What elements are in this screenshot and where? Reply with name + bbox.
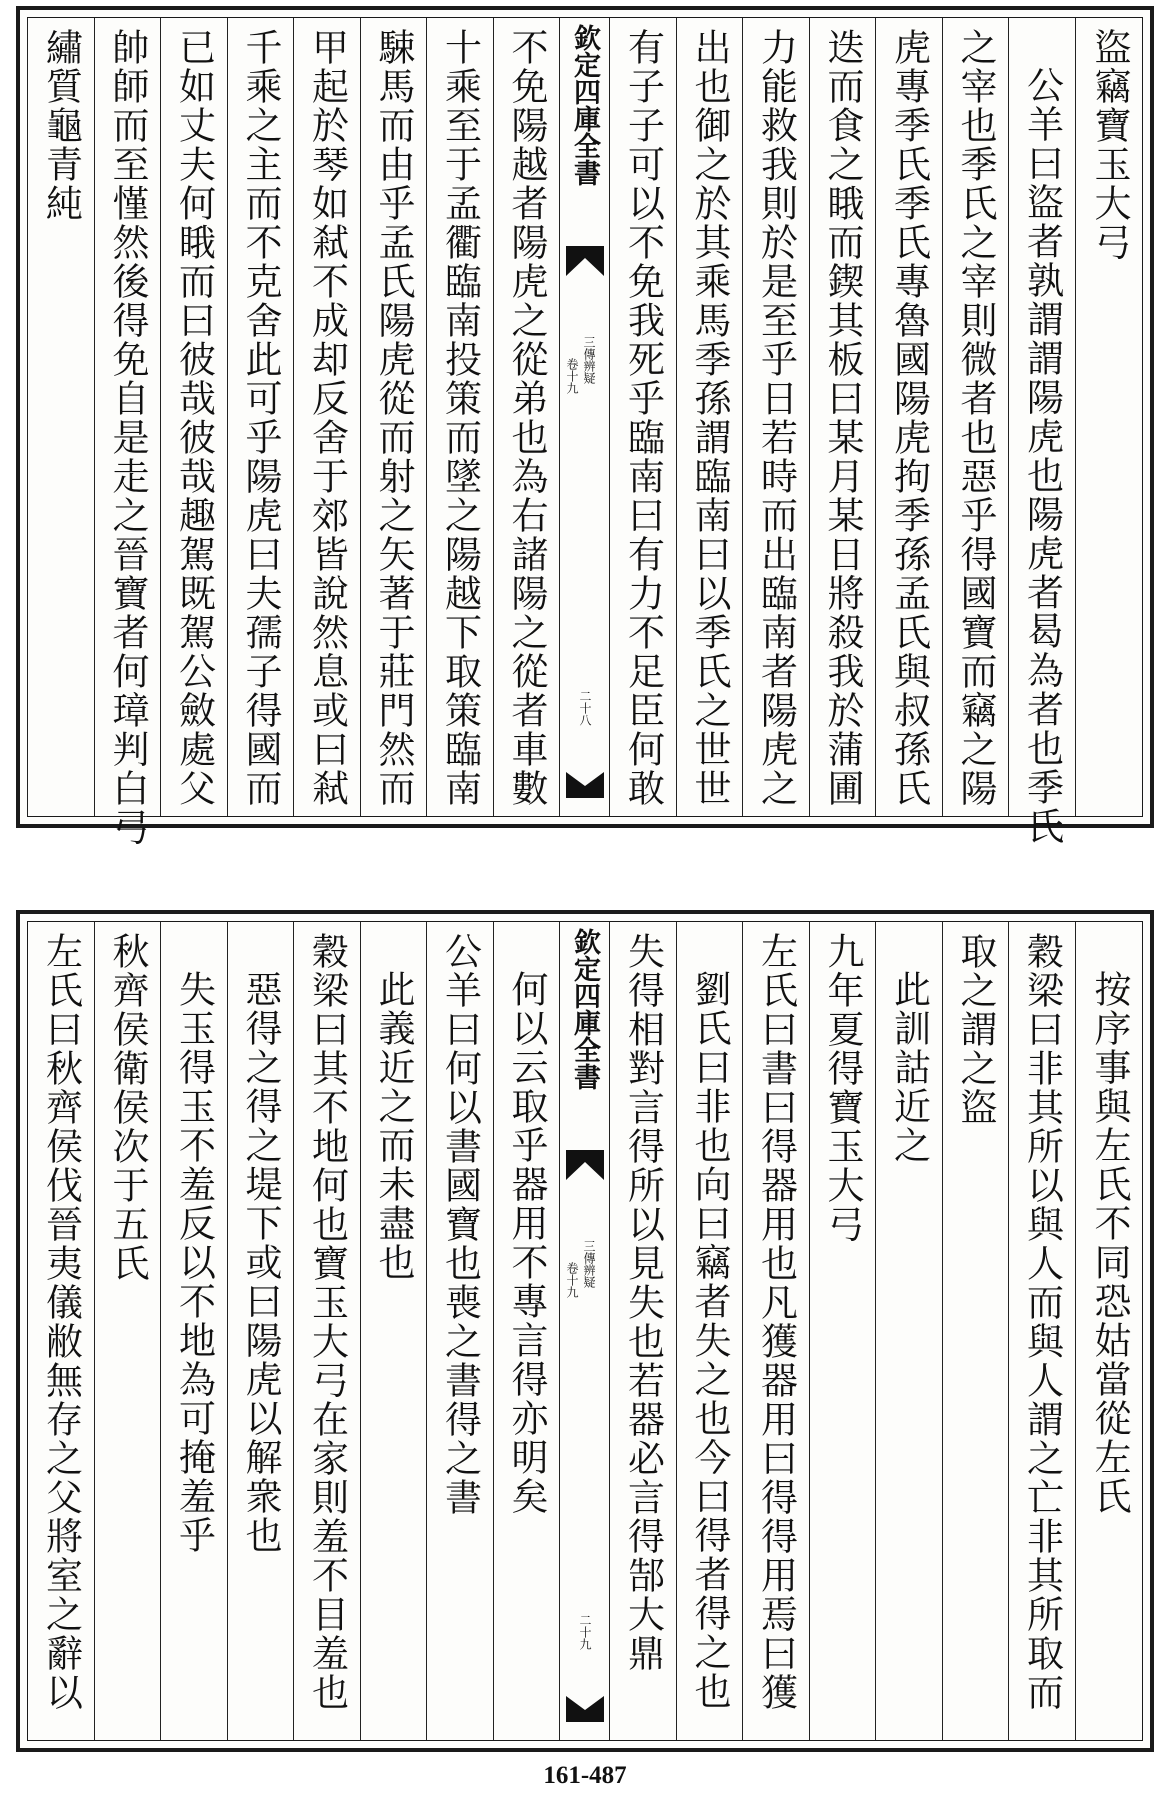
text-column: [228, 18, 295, 816]
text-column: [494, 922, 561, 1740]
column-text: 盜竊寶玉大弓: [1088, 28, 1131, 262]
text-column: [161, 922, 228, 1740]
text-column: [610, 922, 677, 1740]
upper-page: [16, 6, 1154, 847]
text-column: [1009, 922, 1076, 1740]
upper-page-columns: [28, 18, 1142, 847]
spine-section: 三傳辨疑: [582, 336, 596, 384]
text-column: [610, 18, 677, 816]
column-text: 此義近之而未盡也: [372, 970, 415, 1282]
text-column: [1076, 922, 1143, 1740]
text-column: [677, 922, 744, 1740]
column-text: 十乘至于孟衢臨南投策而墜之陽越下取策臨南: [438, 28, 482, 808]
text-column: [28, 922, 95, 1740]
column-text: 有子子可以不免我死乎臨南曰有力不足臣何敢: [621, 28, 665, 808]
column-text: 九年夏得寶玉大弓: [821, 932, 864, 1244]
spine-folio: 二十九: [578, 1614, 592, 1650]
text-column: [294, 922, 361, 1740]
column-text: 穀梁曰非其所以與人而與人謂之亡非其所取而: [1020, 932, 1064, 1712]
spine-book-title: 欽定四庫全書: [569, 24, 600, 186]
column-text: 失玉得玉不羞反以不地為可掩羞乎: [172, 970, 216, 1555]
text-column: [427, 18, 494, 816]
text-column: [0, 18, 28, 816]
column-text: 取之謂之盜: [954, 932, 997, 1127]
text-column: [28, 18, 95, 816]
column-text: 秋齊侯衛侯次于五氏: [106, 932, 149, 1283]
lower-page-columns: [28, 922, 1142, 1740]
center-spine: [560, 18, 610, 816]
fish-tail-mark-icon: [566, 246, 604, 276]
text-column: [161, 18, 228, 816]
column-text: 虎專季氏季氏專魯國陽虎拘季孫孟氏與叔孫氏: [887, 28, 931, 808]
column-text: 公羊曰盜者孰謂謂陽虎也陽虎者曷為者也季氏: [1020, 66, 1064, 846]
spine-juan: 卷十九: [565, 358, 579, 394]
text-column: [943, 18, 1010, 816]
text-column: [810, 922, 877, 1740]
spine-folio: 二十八: [578, 690, 592, 726]
column-text: 千乘之主而不克舍此可乎陽虎曰夫孺子得國而: [239, 28, 282, 808]
text-column: [743, 18, 810, 816]
text-column: [943, 922, 1010, 1740]
fish-tail-mark-icon: [566, 1150, 604, 1180]
column-text: 力能救我則於是至乎日若時而出臨南者陽虎之: [754, 28, 798, 808]
text-column: [427, 922, 494, 1740]
column-text: 迭而食之睋而鍥其板曰某月某日將殺我於蒲圃: [821, 28, 864, 808]
column-text: 左氏曰書曰得器用也凡獲器用曰得得用焉曰獲: [754, 932, 798, 1712]
text-column: [228, 922, 295, 1740]
column-text: 出也御之於其乘馬季孫謂臨南曰以季氏之世世: [688, 28, 731, 808]
text-column: [1076, 18, 1143, 816]
column-text: 失得相對言得所以見失也若器必言得郜大鼎: [621, 932, 665, 1673]
column-text: 帥師而至慬然後得免自是走之晉寶者何璋判白弓: [106, 28, 149, 847]
column-text: 左氏曰秋齊侯伐晉夷儀敝無存之父將室之辭以: [39, 932, 83, 1712]
text-column: [677, 18, 744, 816]
text-column: [810, 18, 877, 816]
text-column: [876, 18, 943, 816]
text-column: [95, 922, 162, 1740]
spine-book-title: 欽定四庫全書: [569, 928, 600, 1090]
column-text: 此訓詁近之: [887, 970, 931, 1165]
center-spine: [560, 922, 610, 1740]
column-text: 之宰也季氏之宰則微者也惡乎得國寶而竊之陽: [954, 28, 997, 808]
column-text: 駷馬而由乎孟氏陽虎從而射之矢著于莊門然而: [372, 28, 415, 808]
column-text: 繡質龜青純: [39, 28, 83, 223]
column-text: 劉氏曰非也向曰竊者失之也今曰得者得之也: [688, 970, 731, 1711]
text-column: [95, 18, 162, 847]
column-text: 何以云取乎器用不專言得亦明矣: [505, 970, 548, 1516]
text-column: [294, 18, 361, 816]
page-number-footer: 161-487: [543, 1762, 627, 1789]
column-text: 不免陽越者陽虎之從弟也為右諸陽之從者車數: [505, 28, 548, 808]
column-text: 按序事與左氏不同恐姑當從左氏: [1088, 970, 1131, 1516]
text-column: [876, 922, 943, 1740]
text-column: [494, 18, 561, 816]
spine-juan: 卷十九: [565, 1262, 579, 1298]
text-column: [1009, 18, 1076, 846]
column-text: 穀梁曰其不地何也寶玉大弓在家則羞不目羞也: [305, 932, 349, 1712]
text-column: [743, 922, 810, 1740]
column-text: 公羊曰何以書國寶也喪之書得之書: [438, 932, 482, 1517]
column-text: 惡得之得之堤下或曰陽虎以解衆也: [239, 970, 282, 1555]
upper-page-frame: [27, 17, 1143, 847]
lower-page-frame: [27, 921, 1143, 1741]
lower-fish-tail-mark-icon: [566, 772, 604, 798]
lower-page: [16, 910, 1154, 1752]
text-column: [361, 18, 428, 816]
lower-fish-tail-mark-icon: [566, 1696, 604, 1722]
text-column: [361, 922, 428, 1740]
spine-section: 三傳辨疑: [582, 1240, 596, 1288]
column-text: 甲起於琴如弒不成却反舍于郊皆說然息或曰弒: [305, 28, 349, 808]
column-text: 已如丈夫何睋而曰彼哉彼哉趣駕既駕公斂處父: [172, 28, 216, 808]
